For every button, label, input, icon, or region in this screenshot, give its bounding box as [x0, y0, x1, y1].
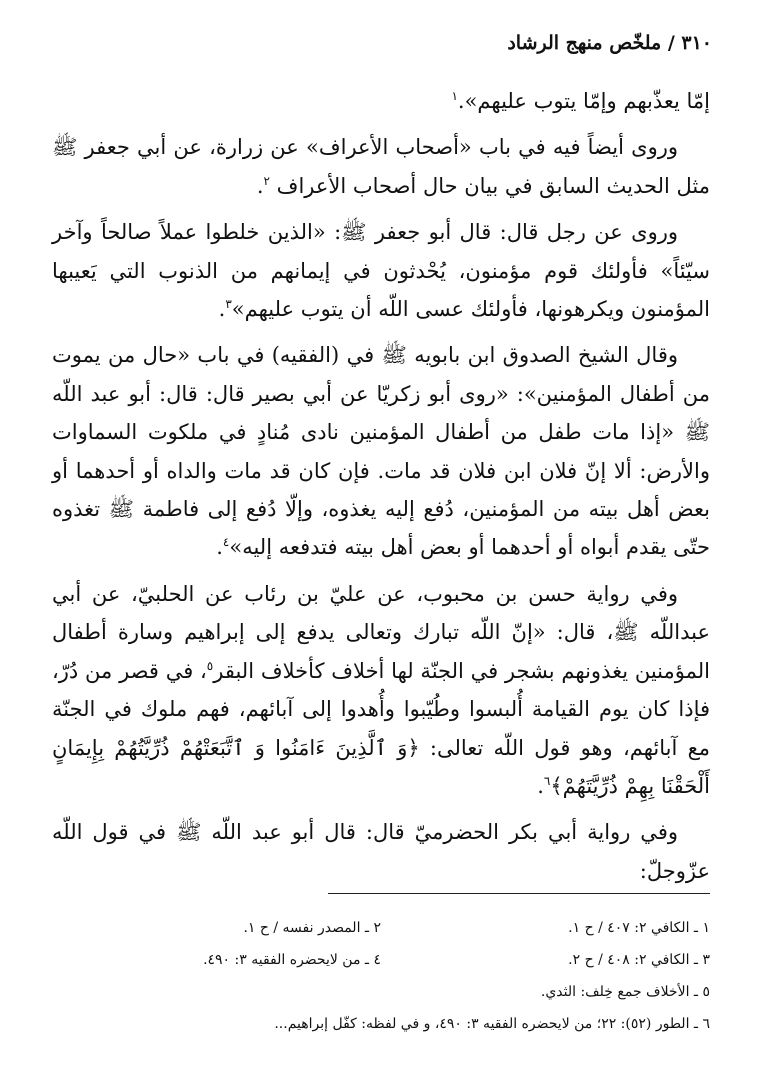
paragraph-5: وفي رواية حسن بن محبوب، عن عليّ بن رئاب عن الحلبيّ، عن أبي عبداللّه ﷺ، قال: «إنّ اللّه تبارك وتعالى يدفع إلى إبراهيم وسارة أطفال المؤمنين يغذونهم بشجر في الجنّة لها أخلاف كأخلاف البقر$^٥$، في قصر من دُرّ، فإذا كان يوم القيامة أُلبسوا وطُيّبوا وأُهدوا إلى آبائهم، فهم ملوك في الجنّة مع آبائهم، وهو قول اللّه تعالى: ﴿وَ ٱلَّذِينَ ءَامَنُوا وَ ٱتَّبَعَتْهُمْ ذُرِّيَّتُهُمْ بِإِيمَانٍ أَلْحَقْنَا بِهِمْ ذُرِّيَّتَهُمْ﴾$^٦$. [52, 581, 710, 798]
footnote-1: ١ ـ الكافي ٢: ٤٠٧ / ح ١. [568, 920, 710, 936]
paragraph-4: وقال الشيخ الصدوق ابن بابويه ﷺ في (الفقيه) في باب «حال من يموت من أطفال المؤمنين»: «روى أبو زكريّا عن أبي بصير قال: قال: أبو عبد اللّه ﷺ «إذا مات طفل من أطفال المؤمنين نادى مُنادٍ في ملكوت السماوات والأرض: ألا إنّ فلان ابن فلان قد مات. فإن كان قد مات والداه أو أحدهما أو بعض أهل بيته من المؤمنين، دُفع إليه يغذوه، وإلّا دُفع إلى فاطمة ﷺ تغذوه حتّى يقدم أبواه أو أحدهما أو بعض أهل بيته فتدفعه إليه»$^٤$. [52, 343, 710, 560]
body-text [52, 82, 710, 898]
footnote-row [52, 912, 710, 944]
footnote-ref-3[interactable]: ٣ [225, 297, 232, 312]
footnote-6: ٦ ـ الطور (٥٢): ٢٢؛ من لايحضره الفقيه ٣: ٤٩٠، و في لفظه: كفّل إبراهيم... [274, 1016, 710, 1032]
page-header: ٣١٠ / ملخّص منهج الرشاد [507, 32, 712, 54]
footnote-3: ٣ ـ الكافي ٢: ٤٠٨ / ح ٢. [568, 952, 710, 968]
footnote-divider [328, 893, 710, 894]
footnotes [52, 912, 710, 1040]
paragraph-2: وروى أيضاً فيه في باب «أصحاب الأعراف» عن زرارة، عن أبي جعفر ﷺ مثل الحديث السابق في بيان حال أصحاب الأعراف $^٢$. [52, 135, 710, 198]
footnote-4: ٤ ـ من لايحضره الفقيه ٣: ٤٩٠. [203, 952, 381, 968]
paragraph-6: وفي رواية أبي بكر الحضرميّ قال: قال أبو عبد اللّه ﷺ في قول اللّه عزّوجلّ: [52, 820, 710, 883]
footnote-ref-6[interactable]: ٦ [543, 773, 551, 788]
footnote-ref-4[interactable]: ٤ [222, 535, 230, 550]
footnote-ref-5[interactable]: ٥ [206, 658, 214, 673]
paragraph-3: وروى عن رجل قال: قال أبو جعفر ﷺ: «الذين خلطوا عملاً صالحاً وآخر سيّئاً» فأولئك قوم مؤمنون، يُحْدثون في إيمانهم من الذنوب التي يَعيبها المؤمنون ويكرهونها، فأولئك عسى اللّه أن يتوب عليهم»$^٣$. [52, 220, 710, 322]
footnote-ref-2[interactable]: ٢ [263, 173, 270, 188]
footnote-ref-1[interactable]: ١ [451, 89, 458, 103]
paragraph-1: إمّا يعذّبهم وإمّا يتوب عليهم».$^١$ [451, 89, 710, 113]
footnote-row [52, 944, 710, 976]
footnote-5: ٥ ـ الأخلاف جمع خِلف: الثدي. [540, 984, 710, 1000]
footnote-2: ٢ ـ المصدر نفسه / ح ١. [243, 920, 381, 936]
